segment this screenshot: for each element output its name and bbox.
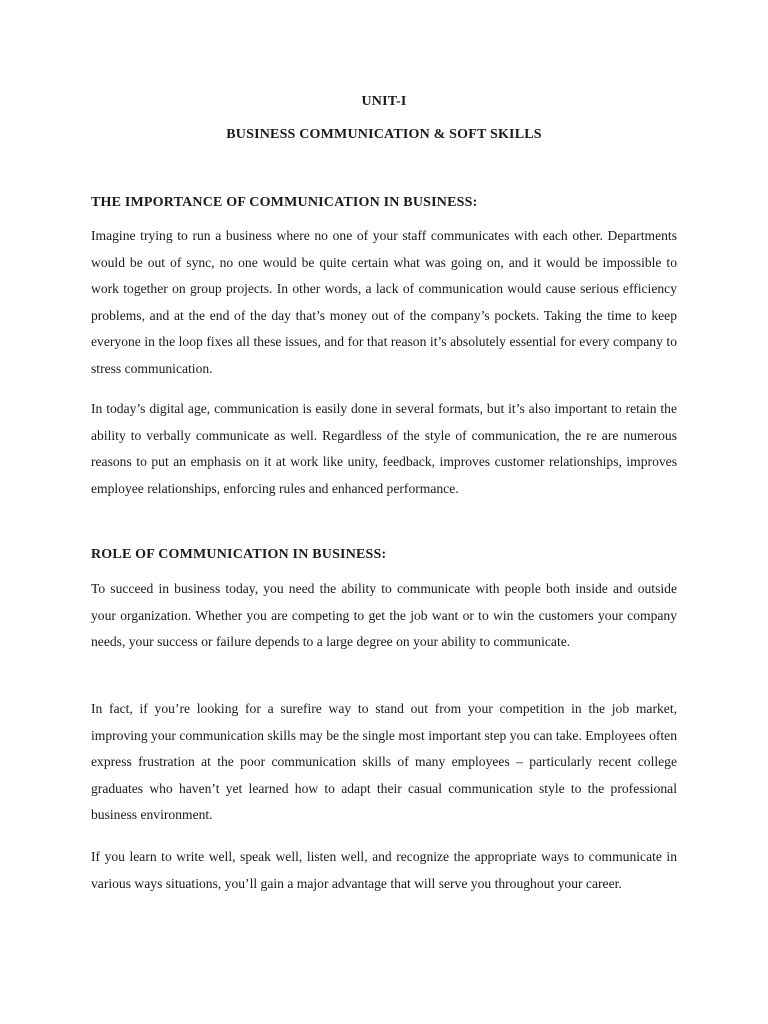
section-heading-importance: THE IMPORTANCE OF COMMUNICATION IN BUSINESS: <box>91 195 478 210</box>
section-heading-role: ROLE OF COMMUNICATION IN BUSINESS: <box>91 547 387 562</box>
unit-heading: UNIT-I <box>361 94 407 109</box>
paragraph-role-3: If you learn to write well, speak well, listen well, and recognize the appropriate ways to communicate in various ways situations, you’ll gain a major advantage that will serve you throughout your career. <box>91 849 677 891</box>
paragraph-role-1: To succeed in business today, you need the ability to communicate with people both inside and outside your organization. Whether you are competing to get the job want or to win the customers your company needs, your success or failure depends to a large degree on your ability to communicate. <box>91 581 677 650</box>
paragraph-importance-2: In today’s digital age, communication is easily done in several formats, but it’s also important to retain the ability to verbally communicate as well. Regardless of the style of communication, the re are numerous reasons to put an emphasis on it at work like unity, feedback, improves customer relationships, improves employee relationships, enforcing rules and enhanced performance. <box>91 401 677 496</box>
paragraph-importance-1: Imagine trying to run a business where no one of your staff communicates with each other. Departments would be out of sync, no one would be quite certain what was going on, and it would be impossible to work together on group projects. In other words, a lack of communication would cause serious efficiency problems, and at the end of the day that’s money out of the company’s pockets. Taking the time to keep everyone in the loop fixes all these issues, and for that reason it’s absolutely essential for every company to stress communication. <box>91 228 677 376</box>
document-title: BUSINESS COMMUNICATION & SOFT SKILLS <box>226 127 542 142</box>
paragraph-role-2: In fact, if you’re looking for a surefire way to stand out from your competition in the job market, improving your communication skills may be the single most important step you can take. Employees often express frustration at the poor communication skills of many employees – particularly recent college graduates who haven’t yet learned how to adapt their casual communication style to the professional business environment. <box>91 701 677 823</box>
